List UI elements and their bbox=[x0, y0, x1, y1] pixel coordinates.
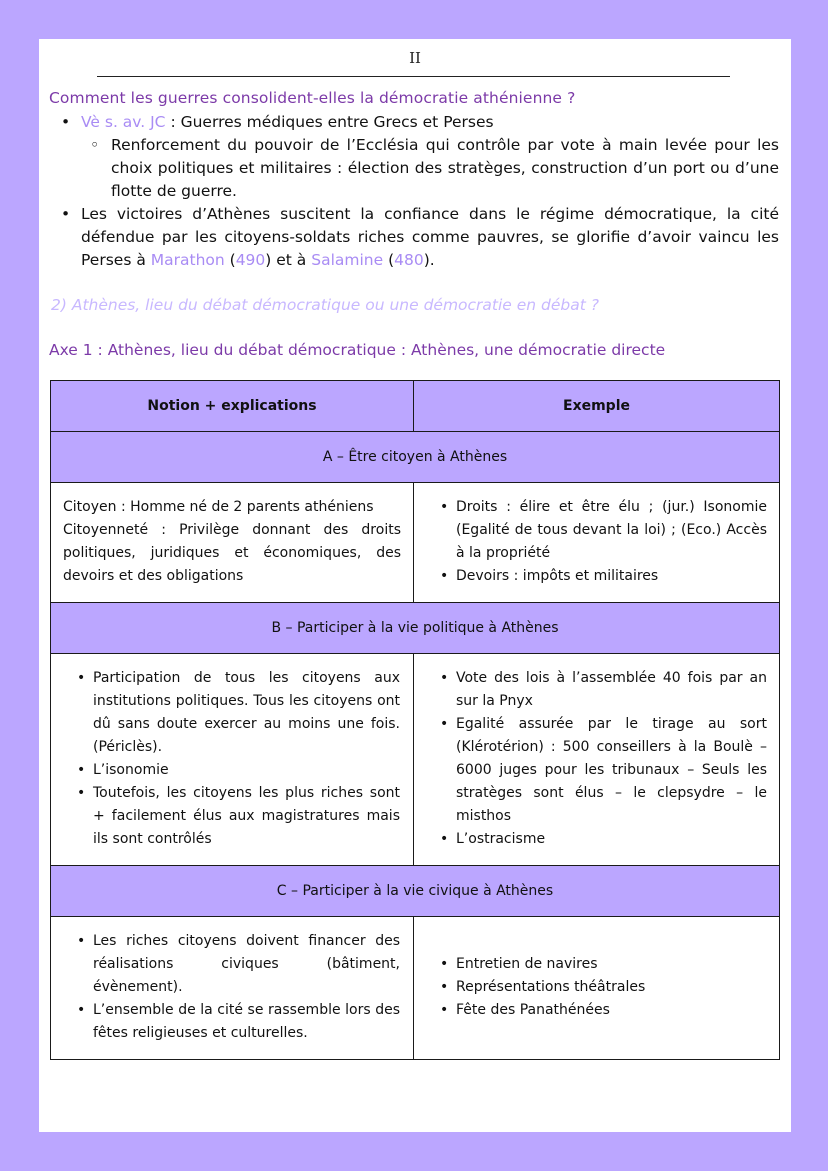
example-cell-c bbox=[414, 917, 780, 1060]
year-490-highlight: 490 bbox=[235, 251, 266, 269]
column-header-notion: Notion + explications bbox=[51, 381, 414, 432]
table-row bbox=[51, 917, 780, 1060]
definition-citoyennete: Citoyenneté : Privilège donnant des droits politiques, juridiques et économiques, des devoirs et des obligations bbox=[63, 522, 401, 584]
list-item: • Entretien de navires bbox=[428, 953, 767, 976]
page-number: II bbox=[409, 49, 421, 67]
list-item: • L’ensemble de la cité se rassemble lors des fêtes religieuses et culturelles. bbox=[65, 999, 400, 1045]
list-item: ◦ Renforcement du pouvoir de l’Ecclésia qui contrôle par vote à main levée pour les choix politiques et militaires : élection des stratèges, construction d’un port ou d’une flotte de guerre. bbox=[81, 134, 779, 203]
list-item: • Vè s. av. JC : Guerres médiques entre Grecs et Perses ◦ Renforcement du pouvoir de l’Ecclésia qui contrôle par vote à main levée pour les choix politiques et militaires : élection des stratèges, construction d’un port ou d’une flotte de guerre. bbox=[49, 111, 779, 203]
year-480-highlight: 480 bbox=[394, 251, 424, 269]
main-bullet-list bbox=[49, 111, 779, 272]
column-header-exemple: Exemple bbox=[414, 381, 780, 432]
list-item: • Toutefois, les citoyens les plus riches sont + facilement élus aux magistratures mais ils sont contrôlés bbox=[65, 782, 400, 851]
list-item: • Fête des Panathénées bbox=[428, 999, 767, 1022]
section-title-c: C – Participer à la vie civique à Athènes bbox=[51, 866, 780, 917]
list-item: • Droits : élire et être élu ; (jur.) Isonomie (Egalité de tous devant la loi) ; (Eco.) Accès à la propriété bbox=[428, 496, 767, 565]
salamine-highlight: Salamine bbox=[311, 251, 384, 269]
list-item: • Représentations théâtrales bbox=[428, 976, 767, 999]
list-item: • Egalité assurée par le tirage au sort (Klérotérion) : 500 conseillers à la Boulè – 6000 juges pour les tribunaux – Seuls les stratèges sont élus – le clepsydre – le misthos bbox=[428, 713, 767, 828]
section-row-a bbox=[51, 432, 780, 483]
sub-bullet-list bbox=[81, 134, 779, 203]
notion-cell-c bbox=[51, 917, 414, 1060]
list-item: • Participation de tous les citoyens aux institutions politiques. Tous les citoyens ont dû sans doute exercer au moins une fois. (Périclès). bbox=[65, 667, 400, 759]
example-cell-a bbox=[414, 483, 780, 603]
list-item: • Devoirs : impôts et militaires bbox=[428, 565, 767, 588]
section-title-b: B – Participer à la vie politique à Athènes bbox=[51, 603, 780, 654]
list-item: • Vote des lois à l’assemblée 40 fois par an sur la Pnyx bbox=[428, 667, 767, 713]
table-row bbox=[51, 483, 780, 603]
section-row-c bbox=[51, 866, 780, 917]
list-item: • Les riches citoyens doivent financer des réalisations civiques (bâtiment, évènement). bbox=[65, 930, 400, 999]
list-item: • Les victoires d’Athènes suscitent la confiance dans le régime démocratique, la cité défendue par les citoyens-soldats riches comme pauvres, se glorifie d’avoir vaincu les Perses à Marathon (490) et à Salamine (480). bbox=[49, 203, 779, 272]
notion-table bbox=[50, 380, 780, 1060]
table-row bbox=[51, 654, 780, 866]
date-highlight: Vè s. av. JC bbox=[81, 113, 166, 131]
axe-1-heading: Axe 1 : Athènes, lieu du débat démocratique : Athènes, une démocratie directe bbox=[49, 341, 666, 359]
section-row-b bbox=[51, 603, 780, 654]
list-item: • L’ostracisme bbox=[428, 828, 767, 851]
document-page bbox=[39, 39, 791, 1132]
notion-cell-a bbox=[51, 483, 414, 603]
section-title-a: A – Être citoyen à Athènes bbox=[51, 432, 780, 483]
marathon-highlight: Marathon bbox=[150, 251, 225, 269]
notion-cell-b bbox=[51, 654, 414, 866]
example-cell-b bbox=[414, 654, 780, 866]
question-heading: Comment les guerres consolident-elles la démocratie athénienne ? bbox=[49, 89, 576, 107]
header-rule bbox=[97, 76, 730, 77]
list-item: • L’isonomie bbox=[65, 759, 400, 782]
section-2-heading: 2) Athènes, lieu du débat démocratique ou une démocratie en débat ? bbox=[51, 296, 600, 314]
definition-citoyen: Citoyen : Homme né de 2 parents athéniens bbox=[63, 499, 374, 515]
table-header-row bbox=[51, 381, 780, 432]
